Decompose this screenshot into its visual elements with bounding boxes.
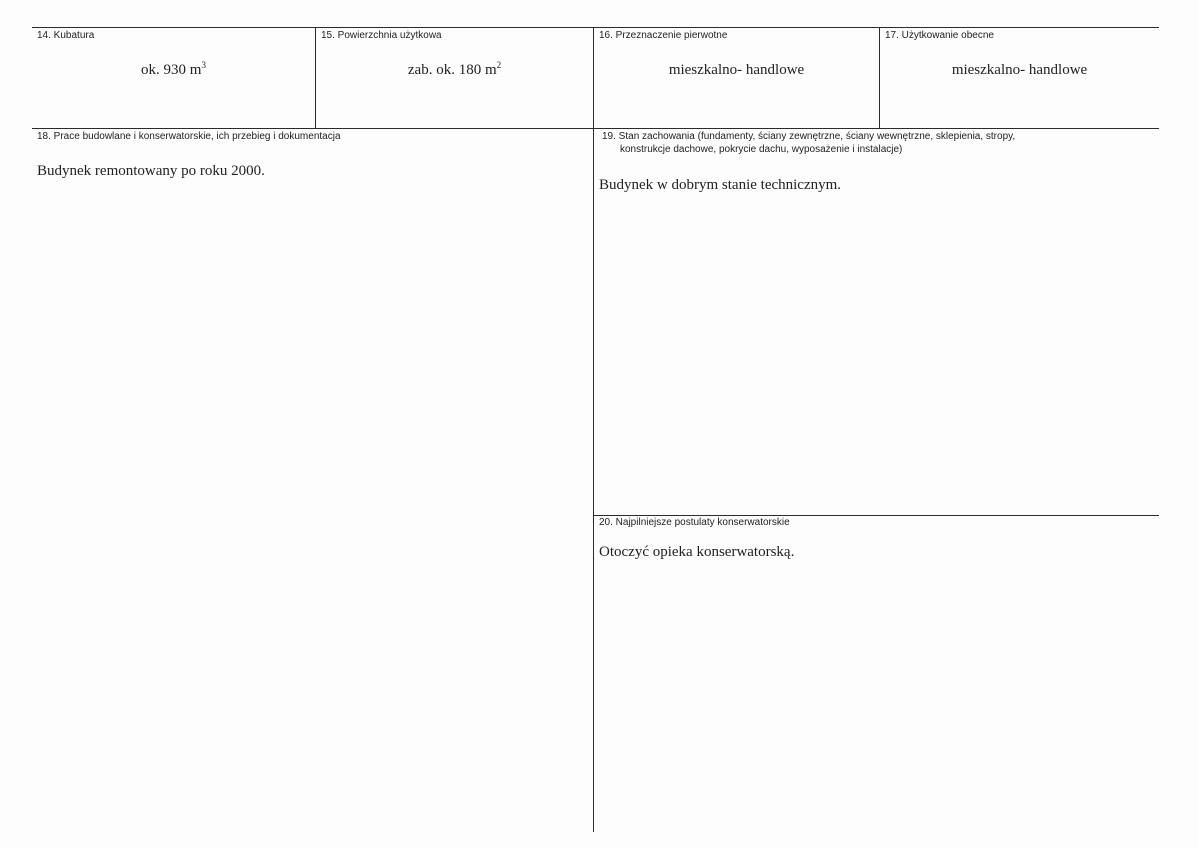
field-19-label-line1: 19. Stan zachowania (fundamenty, ściany zewnętrzne, ściany wewnętrzne, sklepienia, stropy, [602,131,1016,142]
field-17-value: mieszkalno- handlowe [951,62,1088,78]
field-14-value [32,61,315,79]
field-18-label: 18. Prace budowlane i konserwatorskie, ich przebieg i dokumentacja [37,131,341,142]
field-15-value-text: zab. ok. 180 m [407,62,497,78]
field-20-top-border [593,515,1159,516]
field-19-value: Budynek w dobrym stanie technicznym. [599,177,842,193]
field-20-label: 20. Najpilniejsze postulaty konserwatorskie [599,517,790,528]
field-15-label: 15. Powierzchnia użytkowa [321,30,442,41]
field-15-value [316,61,593,79]
divider-15-16 [593,27,594,832]
row-divider [32,128,1159,129]
field-14-value-text: ok. 930 m [141,62,202,78]
field-20-value: Otoczyć opieka konserwatorską. [599,544,795,560]
field-17-label: 17. Użytkowanie obecne [885,30,994,41]
field-14-value-superscript: 3 [201,60,206,70]
field-14-label: 14. Kubatura [37,30,95,41]
field-18-value: Budynek remontowany po roku 2000. [37,163,265,179]
field-15-value-superscript: 2 [496,60,502,70]
top-border [32,27,1159,28]
field-16-label: 16. Przeznaczenie pierwotne [599,30,728,41]
field-19-label-line2: konstrukcje dachowe, pokrycie dachu, wyposażenie i instalacje) [620,144,903,155]
field-16-value: mieszkalno- handlowe [668,62,805,78]
